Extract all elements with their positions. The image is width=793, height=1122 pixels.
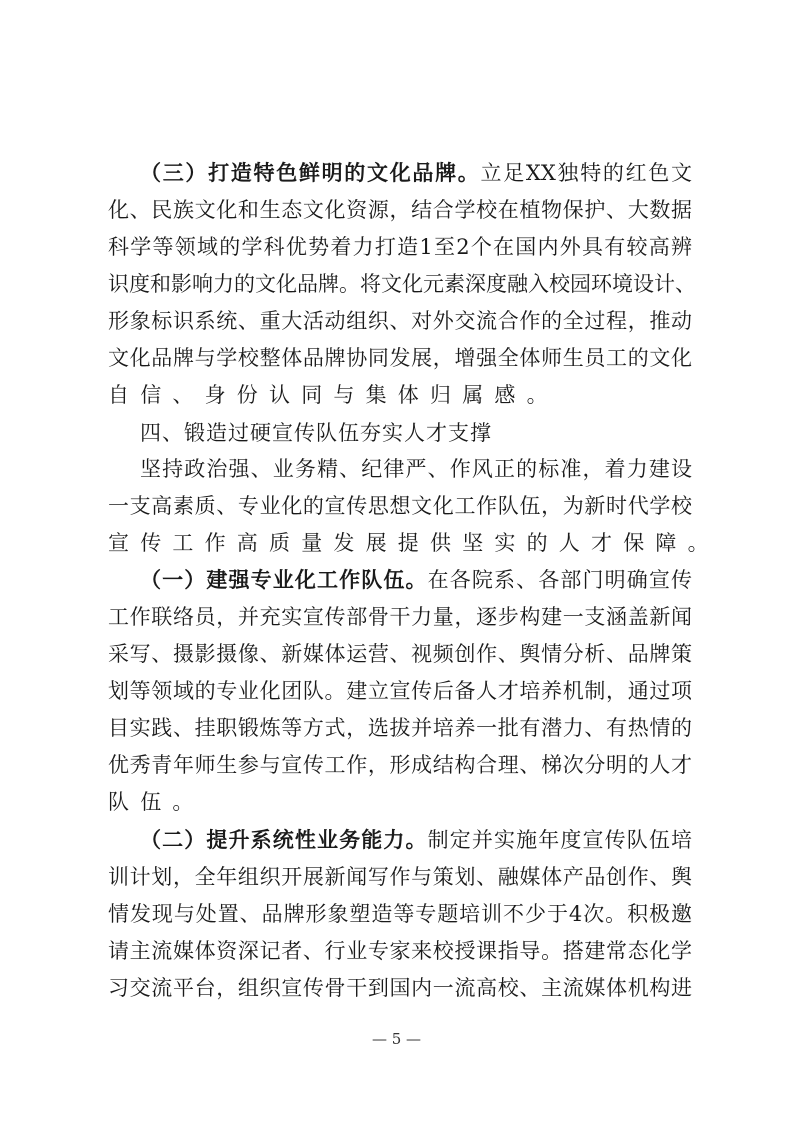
- paragraph-line: （三）打造特色鲜明的文化品牌。立足XX独特的红色文: [140, 160, 692, 185]
- paragraph-line: 划等领域的专业化团队。建立宣传后备人才培养机制，通过项: [108, 679, 692, 703]
- paragraph-line: 宣传工作高质量发展提供坚实的人才保障。: [108, 531, 720, 555]
- paragraph-line: 优秀青年师生参与宣传工作，形成结构合理、梯次分明的人才: [108, 753, 692, 777]
- paragraph-line: （二）提升系统性业务能力。制定并实施年度宣传队伍培: [140, 827, 692, 852]
- paragraph-line: 坚持政治强、业务精、纪律严、作风正的标准，着力建设: [140, 457, 692, 481]
- paragraph-line: 目实践、挂职锻炼等方式，选拔并培养一批有潜力、有热情的: [108, 716, 692, 740]
- paragraph-line: 情发现与处置、品牌形象塑造等专题培训不少于4次。积极邀: [108, 902, 692, 926]
- paragraph-line: 识度和影响力的文化品牌。将文化元素深度融入校园环境设计、: [108, 272, 696, 296]
- paragraph-line: 科学等领域的学科优势着力打造1至2个在国内外具有较高辨: [108, 235, 692, 259]
- paragraph-line: 训计划，全年组织开展新闻写作与策划、融媒体产品创作、舆: [108, 865, 692, 889]
- section-lead: （二）提升系统性业务能力。: [140, 827, 428, 852]
- paragraph-line: 请主流媒体资深记者、行业专家来校授课指导。搭建常态化学: [108, 939, 692, 963]
- paragraph-line: 习交流平台，组织宣传骨干到国内一流高校、主流媒体机构进: [108, 976, 692, 1000]
- paragraph-line: 自信、身份认同与集体归属感。: [108, 383, 559, 407]
- paragraph-line: 一支高素质、专业化的宣传思想文化工作队伍，为新时代学校: [108, 494, 692, 518]
- paragraph-line: 形象标识系统、重大活动组织、对外交流合作的全过程，推动: [108, 309, 692, 333]
- paragraph-line: 队伍。: [108, 790, 205, 814]
- paragraph-line: 工作联络员，并充实宣传部骨干力量，逐步构建一支涵盖新闻: [108, 605, 692, 629]
- page-number: — 5 —: [371, 1030, 422, 1048]
- section-lead: （一）建强专业化工作队伍。: [140, 567, 428, 592]
- paragraph-line: （一）建强专业化工作队伍。在各院系、各部门明确宣传: [140, 567, 692, 592]
- paragraph-line: 文化品牌与学校整体品牌协同发展，增强全体师生员工的文化: [108, 346, 692, 370]
- section-heading: 四、锻造过硬宣传队伍夯实人才支撑: [140, 421, 492, 445]
- paragraph-line: 采写、摄影摄像、新媒体运营、视频创作、舆情分析、品牌策: [108, 642, 692, 666]
- section-lead: （三）打造特色鲜明的文化品牌。: [140, 160, 481, 185]
- paragraph-line: 化、民族文化和生态文化资源，结合学校在植物保护、大数据: [108, 198, 692, 222]
